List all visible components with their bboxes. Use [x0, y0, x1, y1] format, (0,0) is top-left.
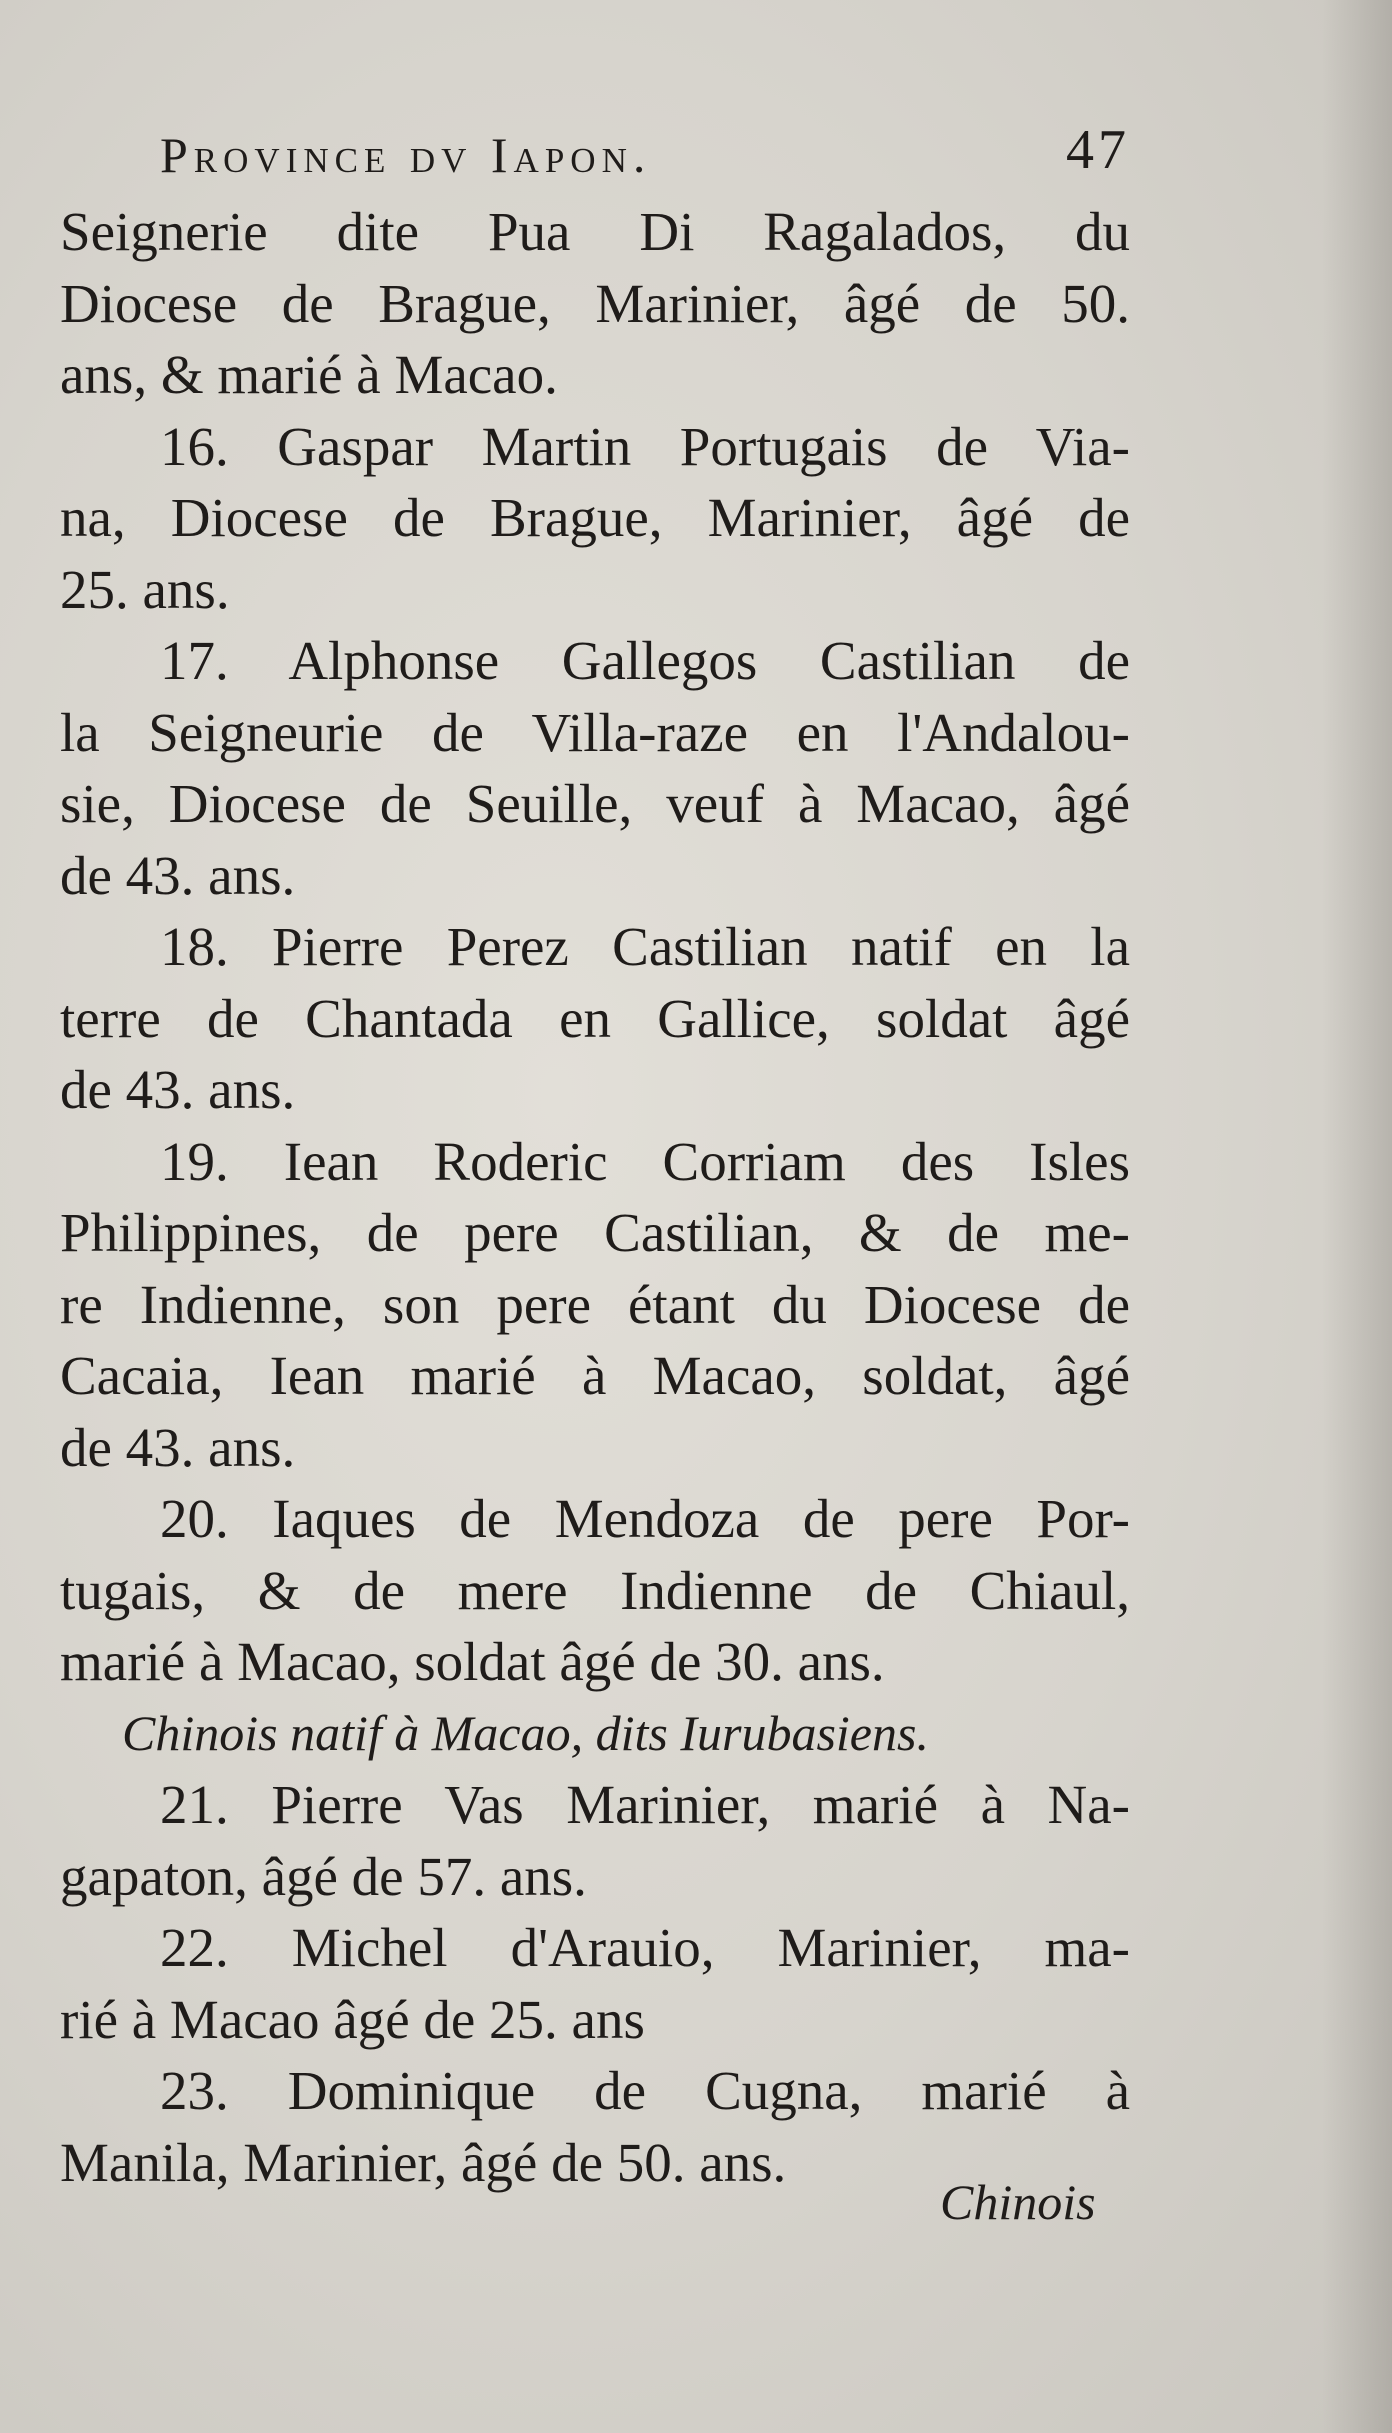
text-line: Diocese de Brague, Marinier, âgé de 50.	[60, 272, 1130, 334]
running-title: Province dv Iapon.	[160, 127, 652, 183]
text-line: Seignerie dite Pua Di Ragalados, du	[60, 201, 1130, 262]
text-line: na, Diocese de Brague, Marinier, âgé de	[60, 487, 1130, 548]
entry-16-line: 16. Gaspar Martin Portugais de Via-	[160, 415, 1130, 477]
page-number: 47	[1066, 119, 1130, 181]
text-line: re Indienne, son pere étant du Diocese de	[60, 1273, 1130, 1335]
text-line: de 43. ans.	[60, 1059, 296, 1120]
text-line: tugais, & de mere Indienne de Chiaul,	[60, 1559, 1130, 1621]
text-line: Philippines, de pere Castilian, & de me-	[60, 1202, 1130, 1263]
catchword: Chinois	[940, 2174, 1096, 2230]
section-heading: Chinois natif à Macao, dits Iurubasiens.	[122, 1704, 929, 1761]
text-line: rié à Macao âgé de 25. ans	[60, 1988, 645, 2050]
text-line: de 43. ans.	[60, 844, 296, 906]
text-block	[60, 118, 1130, 2198]
text-line: 25. ans.	[60, 558, 230, 620]
gutter-shadow	[1322, 0, 1392, 2433]
entry-22-line: 22. Michel d'Arauio, Marinier, ma-	[160, 1917, 1130, 1978]
text-line: Manila, Marinier, âgé de 50. ans.	[60, 2131, 787, 2193]
text-line: Cacaia, Iean marié à Macao, soldat, âgé	[60, 1345, 1130, 1406]
text-line: sie, Diocese de Seuille, veuf à Macao, âgé	[60, 773, 1130, 834]
text-line: terre de Chantada en Gallice, soldat âgé	[60, 987, 1130, 1049]
entry-23-line: 23. Dominique de Cugna, marié à	[160, 2060, 1130, 2121]
text-line: marié à Macao, soldat âgé de 30. ans.	[60, 1631, 885, 1692]
entry-20-line: 20. Iaques de Mendoza de pere Por-	[160, 1488, 1130, 1549]
text-line: gapaton, âgé de 57. ans.	[60, 1845, 587, 1907]
text-line: ans, & marié à Macao.	[60, 344, 558, 405]
entry-21-line: 21. Pierre Vas Marinier, marié à Na-	[160, 1774, 1130, 1835]
text-line: de 43. ans.	[60, 1416, 296, 1478]
running-head	[60, 118, 1130, 196]
entry-18-line: 18. Pierre Perez Castilian natif en la	[160, 916, 1130, 977]
entry-19-line: 19. Iean Roderic Corriam des Isles	[160, 1130, 1130, 1192]
entry-17-line: 17. Alphonse Gallegos Castilian de	[160, 630, 1130, 691]
text-line: la Seigneurie de Villa-raze en l'Andalou-	[60, 701, 1130, 763]
